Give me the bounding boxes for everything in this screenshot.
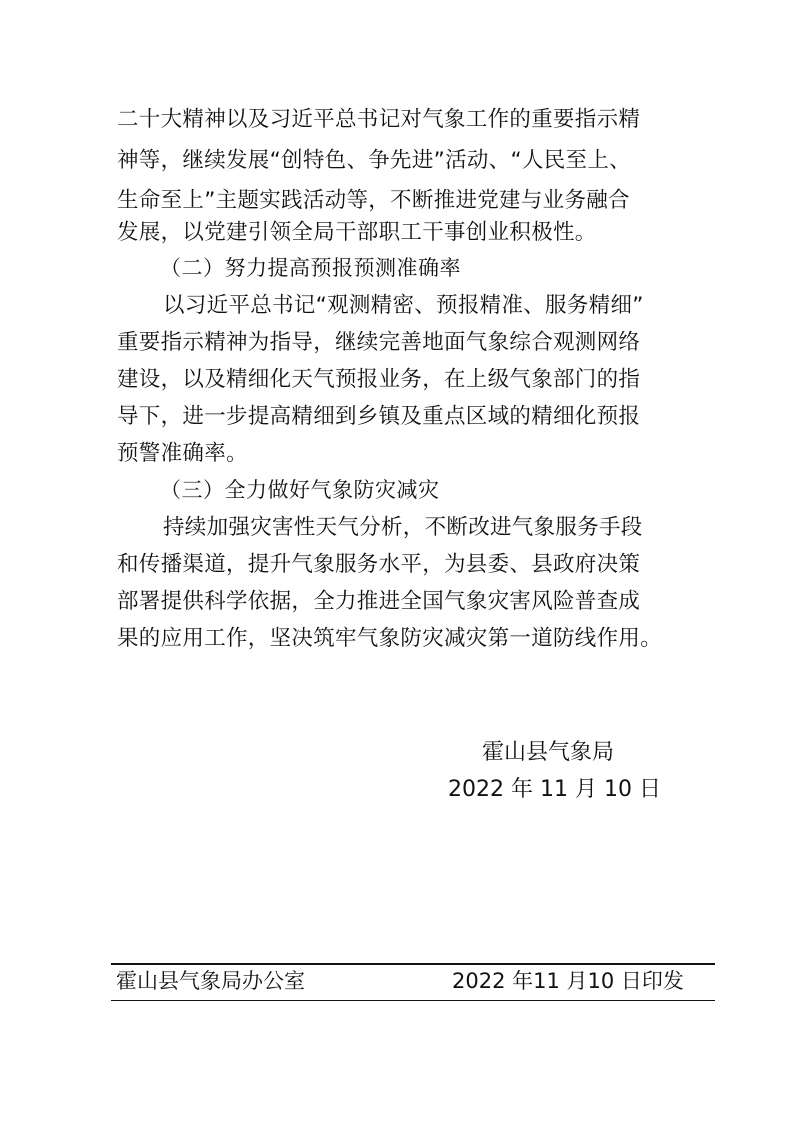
body-line: 果的应用工作，坚决筑牢气象防灾减灾第一道防线作用。 (117, 626, 663, 651)
footer-issued-date: 2022 年11 月10 日印发 (452, 969, 684, 993)
body-line: 重要指示精神为指导，继续完善地面气象综合观测网络 (117, 330, 641, 355)
body-line: 生命至上”主题实践活动等，不断推进党建与业务融合 (117, 188, 630, 213)
body-line: 建设，以及精细化天气预报业务，在上级气象部门的指 (117, 367, 641, 392)
body-line: 预警准确率。 (117, 441, 248, 466)
body-line: 二十大精神以及习近平总书记对气象工作的重要指示精 (117, 107, 641, 132)
body-line: 导下，进一步提高精细到乡镇及重点区域的精细化预报 (117, 404, 641, 429)
signature-organization: 霍山县气象局 (482, 740, 615, 765)
body-line: 神等，继续发展“创特色、争先进”活动、“人民至上、 (117, 148, 631, 173)
body-line: 以习近平总书记“观测精密、预报精准、服务精细” (163, 293, 644, 318)
body-line: 部署提供科学依据，全力推进全国气象灾害风险普查成 (117, 589, 641, 614)
body-line: 持续加强灾害性天气分析，不断改进气象服务手段 (163, 515, 643, 540)
footer-top-rule (111, 963, 715, 965)
body-line: 和传播渠道，提升气象服务水平，为县委、县政府决策 (117, 552, 641, 577)
section-heading: （三）全力做好气象防灾减灾 (160, 478, 440, 502)
footer-bottom-rule (111, 1000, 715, 1001)
body-line: 发展，以党建引领全局干部职工干事创业积极性。 (117, 220, 597, 245)
section-heading: （二）努力提高预报预测准确率 (160, 256, 461, 280)
footer-office: 霍山县气象局办公室 (116, 969, 305, 993)
signature-date: 2022 年 11 月 10 日 (448, 777, 661, 802)
